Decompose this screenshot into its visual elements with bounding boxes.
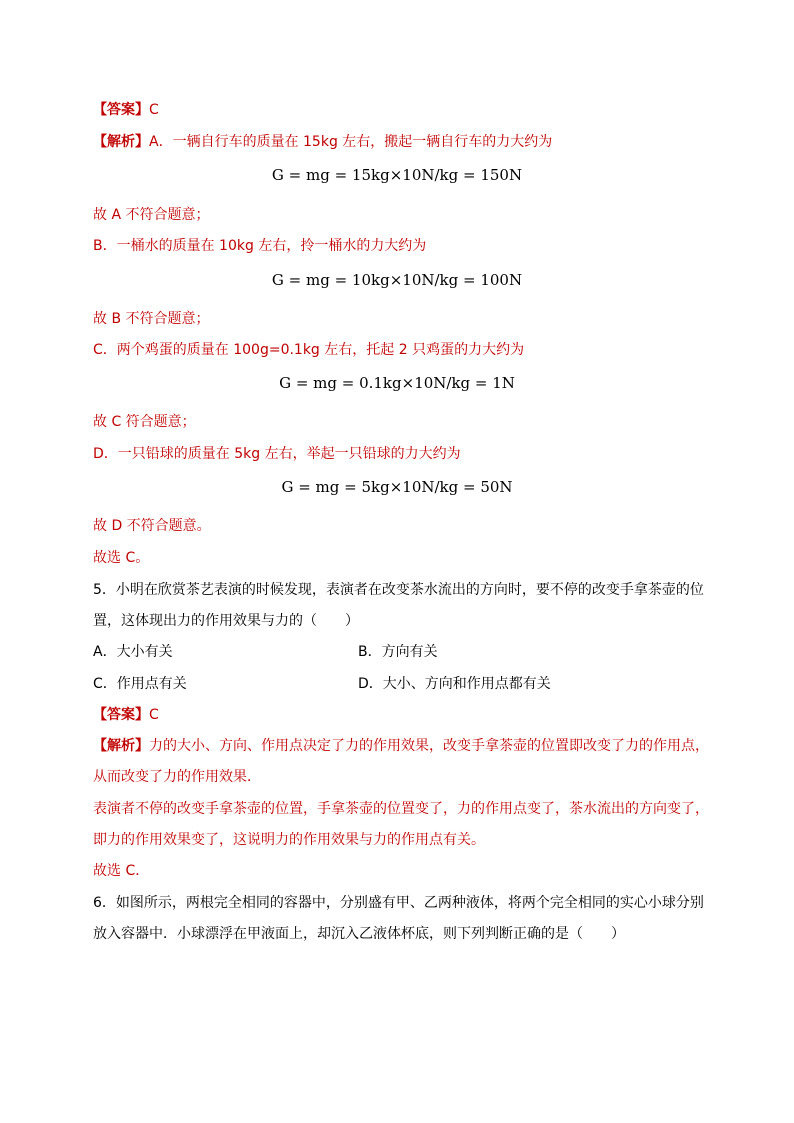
formula-a: G = mg = 15kg×10N/kg = 150N [271, 166, 523, 184]
q6-stem-line1: 6．如图所示，两根完全相同的容器中，分别盛有甲、乙两种液体，将两个完全相同的实心小球分别 [93, 895, 704, 911]
q5-analysis-line1 [93, 736, 709, 756]
analysis-tag: 【解析】 [93, 738, 149, 754]
q5-option-d: D．大小、方向和作用点都有关 [358, 676, 551, 692]
conclusion-c: 故 C 符合题意； [93, 414, 196, 430]
conclusion-b: 故 B 不符合题意； [93, 311, 210, 327]
q5-stem-line2: 置，这体现出力的作用效果与力的（ ） [93, 613, 359, 629]
q5-option-a: A．大小有关 [93, 644, 173, 660]
formula-d: G = mg = 5kg×10N/kg = 50N [281, 478, 513, 496]
analysis-text: 力的大小、方向、作用点决定了力的作用效果，改变手拿茶壶的位置即改变了力的作用点， [149, 738, 709, 754]
analysis-d: D．一只铅球的质量在 5kg 左右，举起一只铅球的力大约为 [93, 446, 461, 462]
q5-answer-line [93, 705, 159, 725]
answer-tag: 【答案】 [93, 102, 149, 118]
analysis-b: B．一桶水的质量在 10kg 左右，拎一桶水的力大约为 [93, 238, 427, 254]
q4-analysis-a [93, 132, 552, 152]
q4-answer-line [93, 100, 159, 120]
q5-stem-line1: 5．小明在欣赏茶艺表演的时候发现，表演者在改变茶水流出的方向时，要不停的改变手拿茶壶的位 [93, 582, 704, 598]
analysis-tag: 【解析】 [93, 134, 149, 150]
analysis-c: C．两个鸡蛋的质量在 100g=0.1kg 左右，托起 2 只鸡蛋的力大约为 [93, 342, 525, 358]
analysis-a-text: A．一辆自行车的质量在 15kg 左右，搬起一辆自行车的力大约为 [149, 134, 553, 150]
answer-value: C [149, 707, 159, 723]
q5-analysis-line3: 表演者不停的改变手拿茶壶的位置，手拿茶壶的位置变了，力的作用点变了，茶水流出的方向变了， [93, 801, 709, 817]
q5-option-b: B．方向有关 [358, 644, 438, 660]
q5-analysis-line2: 从而改变了力的作用效果． [93, 769, 261, 785]
answer-tag: 【答案】 [93, 707, 149, 723]
formula-c: G = mg = 0.1kg×10N/kg = 1N [279, 374, 515, 392]
q6-stem-line2: 放入容器中．小球漂浮在甲液面上，却沉入乙液体杯底，则下列判断正确的是（ ） [93, 926, 625, 942]
answer-value: C [149, 102, 159, 118]
conclusion-d: 故 D 不符合题意。 [93, 518, 211, 534]
formula-b: G = mg = 10kg×10N/kg = 100N [271, 271, 523, 289]
final-choice-q5: 故选 C． [93, 863, 150, 879]
q5-analysis-line4: 即力的作用效果变了，这说明力的作用效果与力的作用点有关。 [93, 832, 485, 848]
conclusion-a: 故 A 不符合题意； [93, 207, 210, 223]
final-choice-q4: 故选 C。 [93, 550, 150, 566]
q5-option-c: C．作用点有关 [93, 676, 187, 692]
